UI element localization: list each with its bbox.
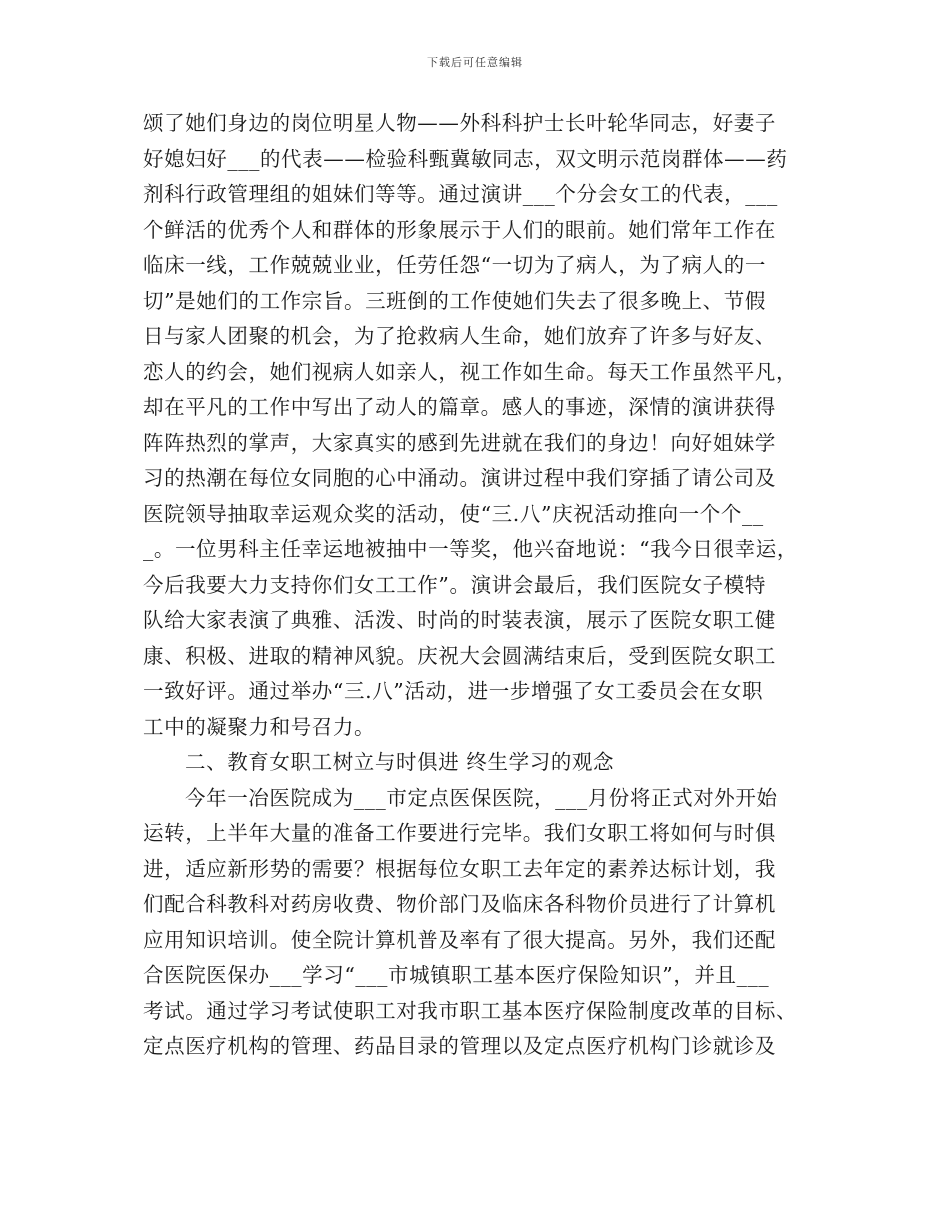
text-line: 今年一冶医院成为___市定点医保医院，___月份将正式对外开始 xyxy=(185,785,778,810)
text-line: 合医院医保办___学习“___市城镇职工基本医疗保险知识”，并且___ xyxy=(143,963,770,987)
text-line: 医院领导抽取幸运观众奖的活动，使“三.八”庆祝活动推向一个个__ xyxy=(143,501,764,526)
text-line: 恋人的约会，她们视病人如亲人，视工作如生命。每天工作虽然平凡， xyxy=(143,359,798,384)
document-body xyxy=(143,106,823,1065)
text-line: 定点医疗机构的管理、药品目录的管理以及定点医疗机构门诊就诊及 xyxy=(143,1034,776,1058)
text-line: 考试。通过学习考试使职工对我市职工基本医疗保险制度改革的目标、 xyxy=(143,998,798,1023)
text-line: 切”是她们的工作宗旨。三班倒的工作使她们失去了很多晚上、节假 xyxy=(143,288,766,313)
text-line: 工中的凝聚力和号召力。 xyxy=(143,714,376,739)
text-line: 日与家人团聚的机会，为了抢救病人生命，她们放弃了许多与好友、 xyxy=(143,324,776,348)
text-line: 临床一线，工作兢兢业业，任劳任怨“一切为了病人，为了病人的一 xyxy=(143,253,766,277)
text-line: 剂科行政管理组的姐妹们等等。通过演讲___个分会女工的代表，___ xyxy=(143,182,778,206)
text-line: 好媳妇好___的代表——检验科甄冀敏同志，双文明示范岗群体——药 xyxy=(143,146,788,171)
text-line: 进，适应新形势的需要？根据每位女职工去年定的素养达标计划，我 xyxy=(143,856,776,881)
text-line: 二、教育女职工树立与时俱进 终生学习的观念 xyxy=(185,750,615,774)
text-line: _。一位男科主任幸运地被抽中一等奖，他兴奋地说：“我今日很幸运， xyxy=(143,537,798,561)
text-line: 一致好评。通过举办“三.八”活动，进一步增强了女工委员会在女职 xyxy=(143,679,764,703)
text-line: 个鲜活的优秀个人和群体的形象展示于人们的眼前。她们常年工作在 xyxy=(143,217,776,242)
text-line: 颂了她们身边的岗位明星人物——外科科护士长叶轮华同志，好妻子 xyxy=(143,111,776,135)
page-header: 下载后可任意编辑 xyxy=(427,56,523,69)
text-line: 应用知识培训。使全院计算机普及率有了很大提高。另外，我们还配 xyxy=(143,927,776,952)
text-line: 们配合科教科对药房收费、物价部门及临床各科物价员进行了计算机 xyxy=(143,892,776,916)
text-line: 运转，上半年大量的准备工作要进行完毕。我们女职工将如何与时俱 xyxy=(143,821,776,845)
text-line: 习的热潮在每位女同胞的心中涌动。演讲过程中我们穿插了请公司及 xyxy=(143,466,776,490)
text-line: 今后我要大力支持你们女工工作”。演讲会最后，我们医院女子模特 xyxy=(143,572,766,597)
text-line: 康、积极、进取的精神风貌。庆祝大会圆满结束后，受到医院女职工 xyxy=(143,643,776,668)
text-line: 队给大家表演了典雅、活泼、时尚的时装表演，展示了医院女职工健 xyxy=(143,608,776,632)
text-line: 阵阵热烈的掌声，大家真实的感到先进就在我们的身边！向好姐妹学 xyxy=(143,430,776,455)
text-line: 却在平凡的工作中写出了动人的篇章。感人的事迹，深情的演讲获得 xyxy=(143,395,776,419)
